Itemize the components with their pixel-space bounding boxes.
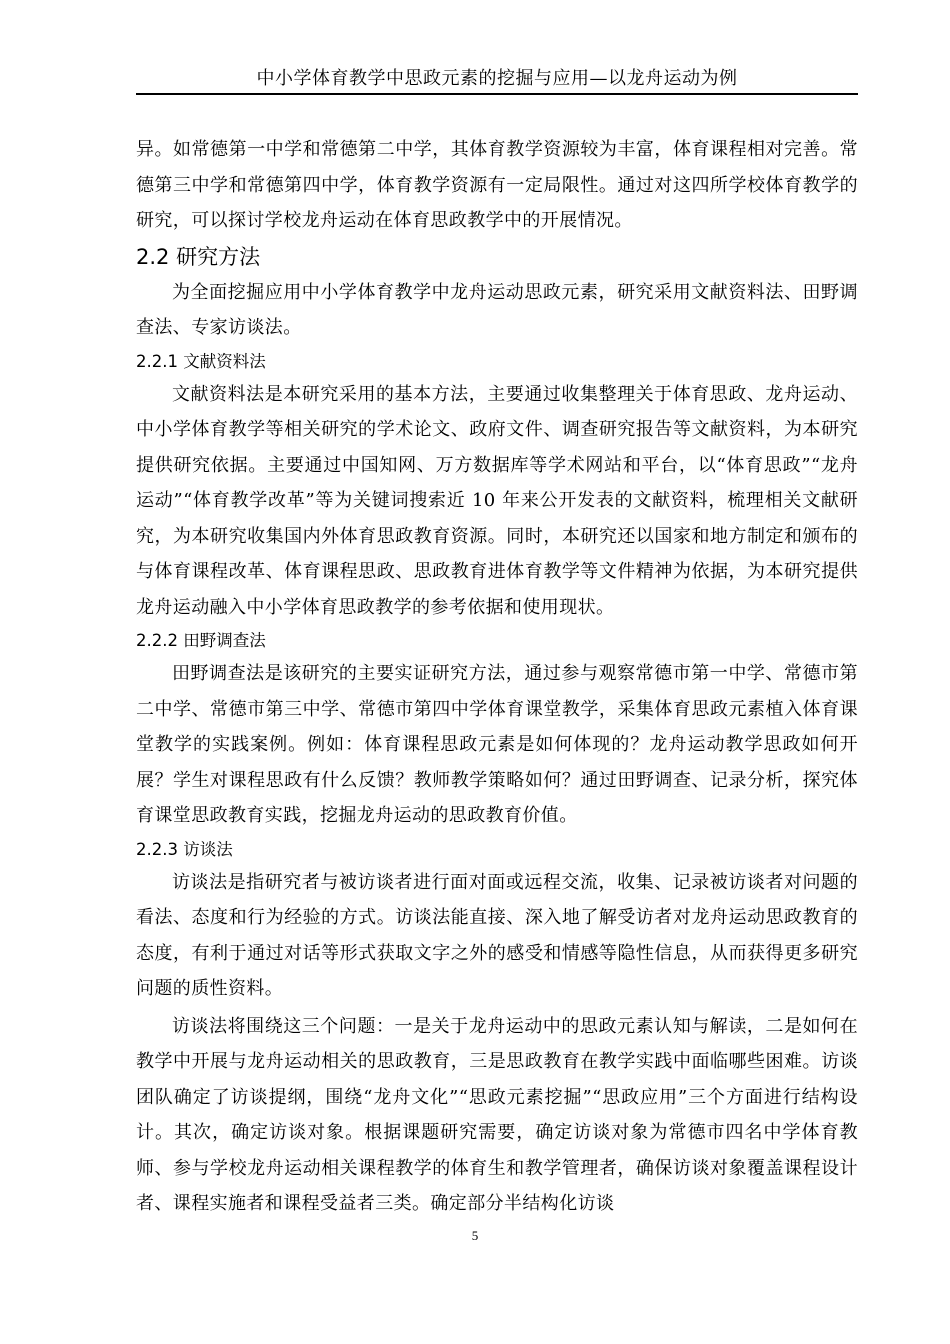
page-header-title: 中小学体育教学中思政元素的挖掘与应用—以龙舟运动为例 bbox=[256, 68, 738, 89]
paragraph-intro-continuation: 异。如常德第一中学和常德第二中学，其体育教学资源较为丰富，体育课程相对完善。常德第三中学和常德第四中学，体育教学资源有一定局限性。通过对这四所学校体育教学的研究，可以探讨学校龙舟运动在体育思政教学中的开展情况。 bbox=[136, 139, 858, 231]
paragraph-research-methods: 为全面挖掘应用中小学体育教学中龙舟运动思政元素，研究采用文献资料法、田野调查法、专家访谈法。 bbox=[136, 281, 858, 338]
subsection-heading-2-2-1: 2.2.1 文献资料法 bbox=[136, 351, 266, 371]
header-divider bbox=[136, 93, 858, 95]
paragraph-interview-method-2: 访谈法将围绕这三个问题：一是关于龙舟运动中的思政元素认知与解读，二是如何在教学中开展与龙舟运动相关的思政教育，三是思政教育在教学实践中面临哪些困难。访谈团队确定了访谈提纲，围绕“龙舟文化”“思政元素挖掘”“思政应用”三个方面进行结构设计。其次，确定访谈对象。根据课题研究需要，确定访谈对象为常德市四名中学体育教师、参与学校龙舟运动相关课程教学的体育生和教学管理者，确保访谈对象覆盖课程设计者、课程实施者和课程受益者三类。确定部分半结构化访谈 bbox=[136, 1015, 858, 1214]
subsection-heading-2-2-3: 2.2.3 访谈法 bbox=[136, 839, 233, 859]
paragraph-interview-method-1: 访谈法是指研究者与被访谈者进行面对面或远程交流，收集、记录被访谈者对问题的看法、态度和行为经验的方式。访谈法能直接、深入地了解受访者对龙舟运动思政教育的态度，有利于通过对话等形式获取文字之外的感受和情感等隐性信息，从而获得更多研究问题的质性资料。 bbox=[136, 871, 858, 999]
page-number: 5 bbox=[471, 1228, 479, 1243]
paragraph-literature-method: 文献资料法是本研究采用的基本方法，主要通过收集整理关于体育思政、龙舟运动、中小学体育教学等相关研究的学术论文、政府文件、调查研究报告等文献资料，为本研究提供研究依据。主要通过中国知网、万方数据库等学术网站和平台，以“体育思政”“龙舟运动”“体育教学改革”等为关键词搜索近 10 年来公开发表的文献资料，梳理相关文献研究，为本研究收集国内外体育思政教育资源。同时，本研究还以国家和地方制定和颁布的与体育课程改革、体育课程思政、思政教育进体育教学等文件精神为依据，为本研究提供龙舟运动融入中小学体育思政教学的参考依据和使用现状。 bbox=[136, 383, 858, 618]
document-body bbox=[136, 132, 858, 1222]
paragraph-field-method: 田野调查法是该研究的主要实证研究方法，通过参与观察常德市第一中学、常德市第二中学、常德市第三中学、常德市第四中学体育课堂教学，采集体育思政元素植入体育课堂教学的实践案例。例如：体育课程思政元素是如何体现的？龙舟运动教学思政如何开展？学生对课程思政有什么反馈？教师教学策略如何？通过田野调查、记录分析，探究体育课堂思政教育实践，挖掘龙舟运动的思政教育价值。 bbox=[136, 663, 858, 826]
subsection-heading-2-2-2: 2.2.2 田野调查法 bbox=[136, 631, 266, 650]
section-heading-2-2: 2.2 研究方法 bbox=[136, 244, 261, 269]
